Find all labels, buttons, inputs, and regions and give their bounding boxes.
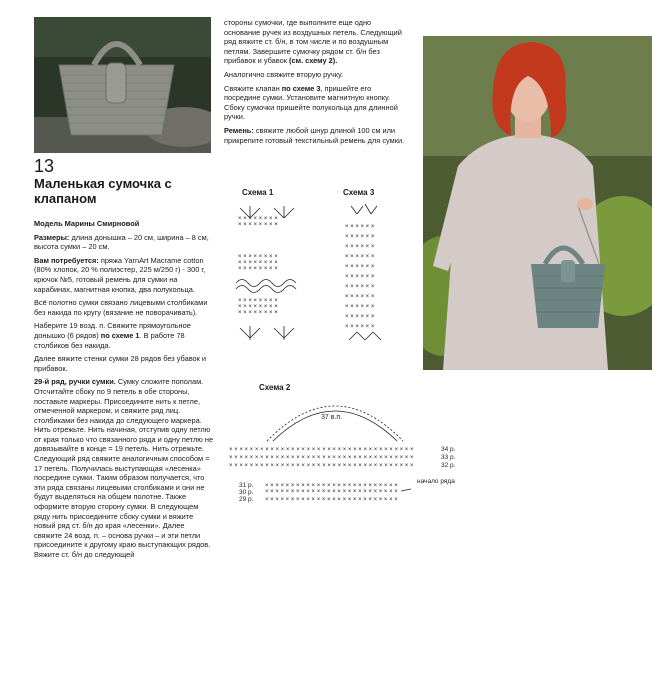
bottom-text-a: Наберите 19 возд. п. Свяжите прямоугольное донышко (6 рядов)	[34, 321, 191, 340]
column-1	[34, 219, 214, 564]
row29-label: 29-й ряд, ручки сумки.	[34, 377, 116, 387]
svg-text:× × × × × ×: × × × × × ×	[345, 264, 375, 270]
svg-text:× × × × × × × ×: × × × × × × × ×	[238, 266, 278, 272]
svg-text:× × × × × ×: × × × × × ×	[345, 314, 375, 320]
pattern-title: Маленькая сумочка с клапаном	[34, 176, 172, 206]
svg-text:× × × × × × × ×: × × × × × × × ×	[238, 216, 278, 222]
scheme-3-title: Схема 3	[343, 188, 375, 197]
row-29-label: 29 р.	[239, 496, 254, 503]
svg-text:× × × × × × × × × × × × × × ×: × × × × × × × × × × × × × × × × × × × × × × × × × ×	[265, 489, 398, 495]
cont-ref: (см. схему 2).	[289, 56, 338, 66]
row-33-label: 33 р.	[441, 454, 456, 461]
materials-label: Вам потребуется:	[34, 255, 99, 265]
scheme-3-diagram	[335, 188, 395, 354]
scheme-1-title: Схема 1	[242, 188, 274, 197]
svg-text:× × × × × × × ×: × × × × × × × ×	[238, 260, 278, 266]
scheme-2-diagram	[225, 383, 465, 508]
row-start-label: начало ряда	[417, 478, 455, 485]
svg-text:× × × × × ×: × × × × × ×	[345, 284, 375, 290]
row-31-label: 31 р.	[239, 482, 254, 489]
scheme-2-title: Схема 2	[259, 383, 291, 392]
svg-text:× × × × × × × ×: × × × × × × × ×	[238, 310, 278, 316]
paragraph-intro: Всё полотно сумки связано лицевыми столбиками без накида по кругу (вязание не поворачивать).	[34, 298, 208, 317]
sizes-text: длина донышка – 20 см, ширина – 8 см, высота сумки – 20 см.	[34, 232, 209, 252]
bag-photo	[34, 17, 211, 153]
bottom-text-b: по схеме 1	[100, 330, 140, 340]
flap-text-a: Свяжите клапан	[224, 83, 282, 93]
chain-label: 37 в.п.	[321, 414, 343, 421]
model-photo	[423, 36, 652, 370]
svg-text:× × × × × × × × × × × × × × ×: × × × × × × × × × × × × × × × × × × × × × × × × × × × × × × × × × × × ×	[229, 447, 414, 453]
svg-text:× × × × × × × × × × × × × × ×: × × × × × × × × × × × × × × × × × × × × × × × × × ×	[265, 483, 398, 489]
svg-text:× × × × × ×: × × × × × ×	[345, 254, 375, 260]
svg-text:× × × × × ×: × × × × × ×	[345, 294, 375, 300]
svg-text:× × × × × ×: × × × × × ×	[345, 234, 375, 240]
svg-text:× × × × × ×: × × × × × ×	[345, 304, 375, 310]
scheme-3	[335, 188, 395, 354]
svg-text:× × × × × ×: × × × × × ×	[345, 274, 375, 280]
bottom-text-c: . В работе 78 столбиков без накида.	[34, 330, 185, 350]
scheme-1	[228, 188, 308, 354]
svg-text:× × × × × × × ×: × × × × × × × ×	[238, 304, 278, 310]
paragraph-walls: Далее вяжите стенки сумки 28 рядов без убавок и прибавок.	[34, 354, 207, 373]
row-30-label: 30 р.	[239, 489, 254, 496]
pattern-number: 13	[34, 156, 55, 176]
paragraph-second-handle: Аналогично свяжите вторую ручку.	[224, 69, 344, 79]
sizes-label: Размеры:	[34, 232, 70, 242]
svg-text:× × × × × × × × × × × × × × ×: × × × × × × × × × × × × × × × × × × × × × × × × × × × × × × × × × × × ×	[229, 463, 414, 469]
strap-text: свяжите любой шнур длиной 100 см или прикрепите готовый текстильный ремень для сумки.	[224, 125, 405, 145]
cont-text: стороны сумочки, где выполните еще одно основание ручек из воздушных петель. Следующий ряд вяжите ст. б/н, в том числе и по воздушным петлям. Завершите сумочку рядом ст. б/н без прибавок и убавок	[224, 18, 402, 66]
flap-text-c: , пришейте его посредине сумки. Установите магнитную кнопку. Сбоку сумочки пришейте полукольца для длинной ручки.	[224, 83, 398, 122]
materials-text: пряжа YarnArt Macrame cotton (80% хлопок, 20 % полиэстер, 225 м/250 г) - 300 г, крючок №5, готовый ремень для сумки на карабинах, магнитная кнопка, два полукольца.	[34, 255, 206, 294]
column-2	[224, 18, 408, 149]
author: Модель Марины Смирновой	[34, 219, 140, 228]
flap-text-b: по схеме 3	[281, 83, 321, 93]
svg-text:× × × × × × × × × × × × × × ×: × × × × × × × × × × × × × × × × × × × × × × × × × ×	[265, 497, 398, 503]
scheme-1-diagram	[228, 188, 308, 354]
svg-text:× × × × × ×: × × × × × ×	[345, 324, 375, 330]
scheme-2	[225, 383, 465, 508]
row-34-label: 34 р.	[441, 446, 456, 453]
strap-label: Ремень:	[224, 125, 254, 135]
svg-text:× × × × × × × ×: × × × × × × × ×	[238, 254, 278, 260]
svg-text:× × × × × ×: × × × × × ×	[345, 244, 375, 250]
svg-text:× × × × × × × × × × × × × × ×: × × × × × × × × × × × × × × × × × × × × × × × × × × × × × × × × × × × ×	[229, 455, 414, 461]
svg-text:× × × × × × × ×: × × × × × × × ×	[238, 298, 278, 304]
row29-text: Сумку сложите пополам. Отсчитайте сбоку по 9 петель в обе стороны, поставьте маркеры. Присоедините нить к петле, отмеченной маркером, и свяжите ряд лиц. столбиками без накида до следующего маркера. Нить отрежьте. Нить начиная, отступив одну петлю от края только что связанного ряда и одну петлю не довязывайте в конце = 19 петель. Нить отрежьте. Следующий ряд свяжите аналогичным способом = 17 петель. Получилась выступающая «лесенка» посредине сумки. Таким образом получается, что эти ряда связаны лицевыми столбиками и они не будут выделяться на общем полотне. Также оформите вторую сторону сумки. В следующем ряду нить присоедините сбоку сумки и вяжите новый ряд ст. б/н до края «лесенки». Далее свяжите 24 возд. п. – основа ручки – и эти петли присоедините к другому краю выступающих рядов. Вяжите ст. б/н до следующей	[34, 377, 214, 559]
svg-text:× × × × × × × ×: × × × × × × × ×	[238, 222, 278, 228]
row-32-label: 32 р.	[441, 462, 456, 469]
svg-text:× × × × × ×: × × × × × ×	[345, 224, 375, 230]
